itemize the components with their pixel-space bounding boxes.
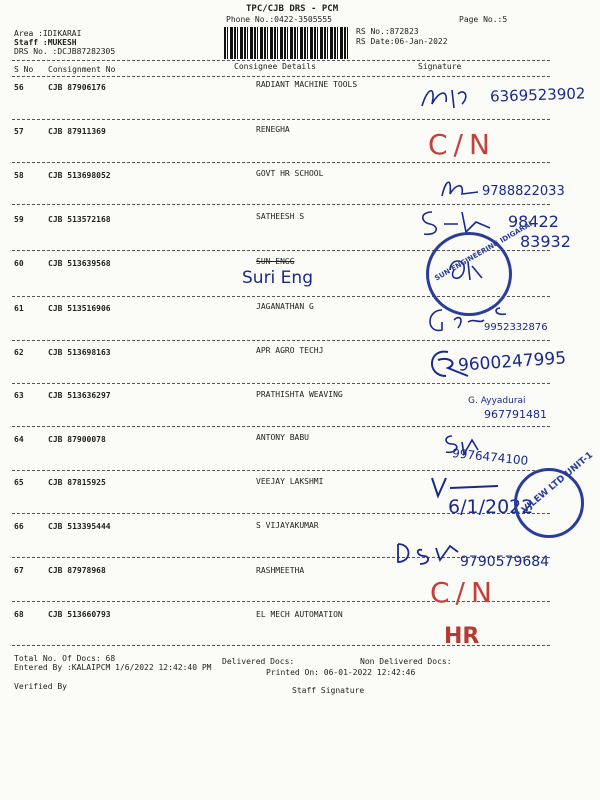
row-consignment: CJB 513636297 <box>48 391 111 400</box>
row-consignee: ANTONY BABU <box>256 433 309 442</box>
handwritten-phone-63: 967791481 <box>484 408 547 421</box>
row-consignment: CJB 87906176 <box>48 83 106 92</box>
row-consignment: CJB 513395444 <box>48 522 111 531</box>
row-divider <box>12 470 550 471</box>
row-consignee: PRATHISHTA WEAVING <box>256 390 343 399</box>
signature-56 <box>418 82 498 114</box>
col-consignment: Consignment No <box>48 65 116 74</box>
drs-number: DRS No. :DCJB87282305 <box>14 47 116 56</box>
staff-signature: Staff Signature <box>292 686 365 695</box>
handwritten-phone-59a: 98422 <box>508 212 559 231</box>
handwritten-phone-56: 6369523902 <box>489 84 586 106</box>
entered-by: Entered By :KALAIPCM 1/6/2022 12:42:40 PM <box>14 663 212 672</box>
divider <box>12 60 550 61</box>
row-sno: 68 <box>14 610 24 619</box>
row-sno: 64 <box>14 435 24 444</box>
handwritten-phone-61: 9952332876 <box>484 322 548 333</box>
row-sno: 57 <box>14 127 24 136</box>
handwritten-phone-64: 9976474100 <box>451 446 529 468</box>
row-divider <box>12 204 550 205</box>
row-consignment: CJB 513639568 <box>48 259 111 268</box>
row-divider <box>12 383 550 384</box>
row-consignment: CJB 513698052 <box>48 171 111 180</box>
rs-date: RS Date:06-Jan-2022 <box>356 37 448 46</box>
row-consignee: VEEJAY LAKSHMI <box>256 477 324 486</box>
signature-60 <box>446 256 488 286</box>
row-sno: 56 <box>14 83 24 92</box>
document-title: TPC/CJB DRS - PCM <box>246 4 339 14</box>
row-sno: 58 <box>14 171 24 180</box>
staff-label: Staff :MUKESH <box>14 38 77 47</box>
handwritten-phone-59b: 83932 <box>520 232 571 251</box>
col-sno: S No <box>14 65 34 74</box>
row-sno: 63 <box>14 391 24 400</box>
row-sno: 61 <box>14 304 24 313</box>
row-sno: 66 <box>14 522 24 531</box>
row-consignee: S VIJAYAKUMAR <box>256 521 319 530</box>
row-consignment: CJB 513698163 <box>48 348 111 357</box>
area-label: Area :IDIKARAI <box>14 29 82 38</box>
total-docs: Total No. Of Docs: 68 <box>14 654 116 663</box>
row-consignee: APR AGRO TECHJ <box>256 346 324 355</box>
handwritten-name-63: G. Ayyadurai <box>468 396 526 406</box>
rs-number: RS No.:872823 <box>356 27 419 36</box>
signature-58 <box>438 176 488 202</box>
handwritten-date-65: 6/1/2022 <box>448 496 534 518</box>
row-consignee: GOVT HR SCHOOL <box>256 169 324 178</box>
row-consignee: RADIANT MACHINE TOOLS <box>256 80 358 89</box>
row-consignment: CJB 513660793 <box>48 610 111 619</box>
unit-stamp-text: VJLEW LTD UNIT-1 <box>520 450 596 516</box>
row-sno: 65 <box>14 478 24 487</box>
row-consignment: CJB 513572168 <box>48 215 111 224</box>
row-consignee: RASHMEETHA <box>256 566 305 575</box>
page-number: Page No.:5 <box>459 15 508 24</box>
row-divider <box>12 162 550 163</box>
row-consignee: EL MECH AUTOMATION <box>256 610 343 619</box>
printed-on: Printed On: 06-01-2022 12:42:46 <box>266 668 416 677</box>
row-sno: 59 <box>14 215 24 224</box>
delivered-docs: Delivered Docs: <box>222 657 295 666</box>
row-divider <box>12 119 550 120</box>
handwritten-phone-58: 9788822033 <box>482 184 565 199</box>
verified-by: Verified By <box>14 682 67 691</box>
row-consignment: CJB 87815925 <box>48 478 106 487</box>
handwritten-mark-68: HR <box>444 624 480 649</box>
row-sno: 62 <box>14 348 24 357</box>
row-consignment: CJB 87911369 <box>48 127 106 136</box>
row-consignment: CJB 87978968 <box>48 566 106 575</box>
handwritten-phone-62: 9600247995 <box>457 348 567 376</box>
row-consignee: JAGANATHAN G <box>256 302 314 311</box>
row-consignee: SATHEESH S <box>256 212 305 221</box>
row-sno: 60 <box>14 259 24 268</box>
cn-mark-67: C/N <box>430 576 498 609</box>
row-consignee: SUN ENGG <box>256 257 295 266</box>
row-consignment: CJB 87900078 <box>48 435 106 444</box>
handwritten-phone-66: 9790579684 <box>460 554 550 570</box>
barcode-image <box>224 27 348 59</box>
row-consignee: RENEGHA <box>256 125 290 134</box>
divider <box>12 76 550 77</box>
phone-number: Phone No.:0422-3505555 <box>226 15 332 24</box>
company-stamp-text: SUN ENGINEERING IDIGARAI <box>433 219 534 283</box>
non-delivered-docs: Non Delivered Docs: <box>360 657 452 666</box>
row-divider <box>12 426 550 427</box>
col-consignee: Consignee Details <box>234 62 316 71</box>
handwritten-name-60: Suri Eng <box>242 268 313 288</box>
row-sno: 67 <box>14 566 24 575</box>
row-consignment: CJB 513516906 <box>48 304 111 313</box>
col-signature: Signature <box>418 62 462 71</box>
row-divider <box>12 340 550 341</box>
cn-mark-57: C/N <box>428 128 496 161</box>
